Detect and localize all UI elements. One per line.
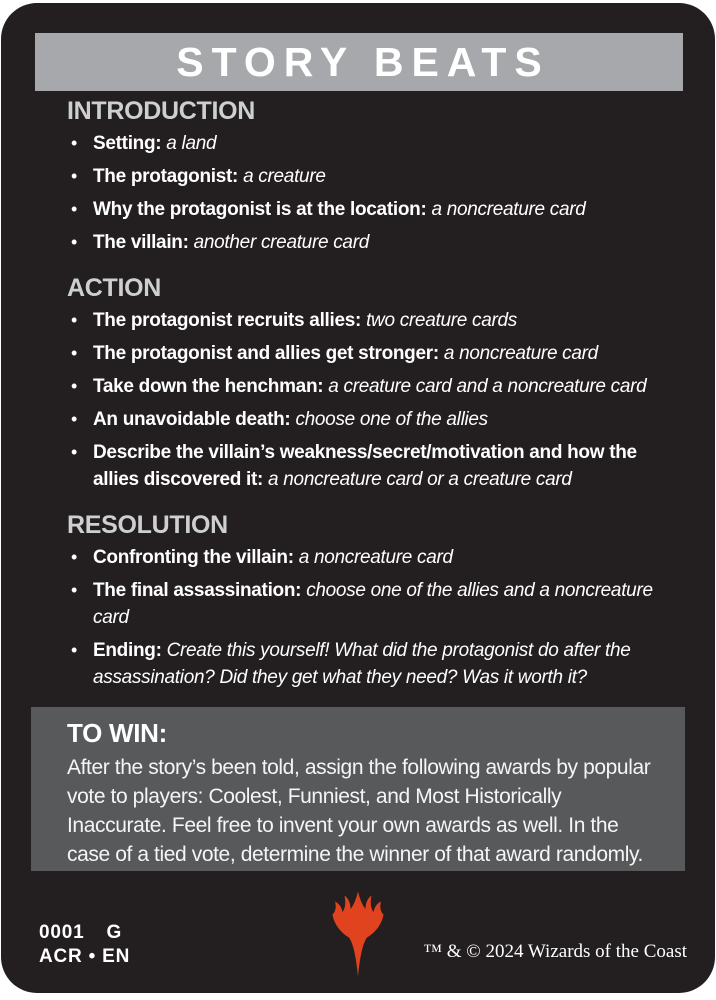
bullet-item xyxy=(67,130,687,157)
bullet-item xyxy=(67,229,687,256)
card-title-bar xyxy=(35,33,683,91)
set-language-code: ACR • EN xyxy=(39,946,131,967)
collector-number: 0001 xyxy=(39,922,85,943)
bullet-value: Create this yourself! What did the protagonist do after the assassination? Did they get what they need? Was it worth it? xyxy=(93,640,631,688)
to-win-box xyxy=(31,707,685,871)
section-heading-action: ACTION xyxy=(67,274,162,302)
collector-line-1 xyxy=(39,921,130,945)
bullet-item xyxy=(67,577,687,631)
bullet-value: two creature cards xyxy=(366,310,517,331)
bullet-item xyxy=(67,196,687,223)
section-resolution xyxy=(67,513,687,691)
section-heading-resolution: RESOLUTION xyxy=(67,511,228,539)
section-heading-introduction: INTRODUCTION xyxy=(67,97,256,125)
bullet-item xyxy=(67,544,687,571)
bullet-value: a land xyxy=(166,133,217,154)
bullet-label: The final assassination: xyxy=(93,580,302,601)
bullet-label: Confronting the villain: xyxy=(93,547,294,568)
planeswalker-icon xyxy=(328,883,388,985)
rarity-letter: G xyxy=(106,922,123,943)
bullet-label: The protagonist recruits allies: xyxy=(93,310,362,331)
bullet-item xyxy=(67,373,687,400)
copyright-line: ™ & © 2024 Wizards of the Coast xyxy=(423,941,687,962)
introduction-bullet-list xyxy=(67,130,687,256)
bullet-item xyxy=(67,637,687,691)
bullet-label: The villain: xyxy=(93,232,189,253)
planeswalker-icon-path xyxy=(333,892,384,977)
bullet-value: a noncreature card xyxy=(443,343,598,364)
action-bullet-list xyxy=(67,307,687,493)
bullet-item xyxy=(67,307,687,334)
bullet-label: Setting: xyxy=(93,133,162,154)
bullet-value: choose one of the allies xyxy=(295,409,488,430)
bullet-value: choose one of the allies and a noncreature card xyxy=(93,580,653,628)
bullet-label: Why the protagonist is at the location: xyxy=(93,199,427,220)
bullet-label: An unavoidable death: xyxy=(93,409,291,430)
bullet-value: a noncreature card xyxy=(431,199,586,220)
resolution-bullet-list xyxy=(67,544,687,691)
bullet-label: Take down the henchman: xyxy=(93,376,324,397)
bullet-label: Describe the villain’s weakness/secret/motivation and how the allies discovered it: xyxy=(93,442,637,490)
bullet-label: The protagonist and allies get stronger: xyxy=(93,343,439,364)
bullet-value: another creature card xyxy=(193,232,369,253)
bullet-value: a creature xyxy=(243,166,326,187)
bullet-label: The protagonist: xyxy=(93,166,239,187)
bullet-label: Ending: xyxy=(93,640,162,661)
card-title: STORY BEATS xyxy=(176,38,550,85)
bullet-value: a creature card and a noncreature card xyxy=(328,376,647,397)
bullet-item xyxy=(67,406,687,433)
bullet-item xyxy=(67,439,687,493)
bullet-value: a noncreature card or a creature card xyxy=(268,469,572,490)
to-win-heading: TO WIN: xyxy=(67,718,167,748)
to-win-body-text: After the story’s been told, assign the following awards by popular vote to players: Coolest, Funniest, and Most Historically Inaccurate. Feel free to invent your own awards as well. In the case of a tied vote, determine the winner of that award randomly. xyxy=(67,756,651,866)
card-body xyxy=(67,99,687,697)
collector-info xyxy=(39,921,130,969)
section-action xyxy=(67,276,687,493)
bullet-value: a noncreature card xyxy=(298,547,453,568)
section-introduction xyxy=(67,99,687,256)
bullet-item xyxy=(67,340,687,367)
story-beats-card xyxy=(1,3,715,993)
bullet-item xyxy=(67,163,687,190)
